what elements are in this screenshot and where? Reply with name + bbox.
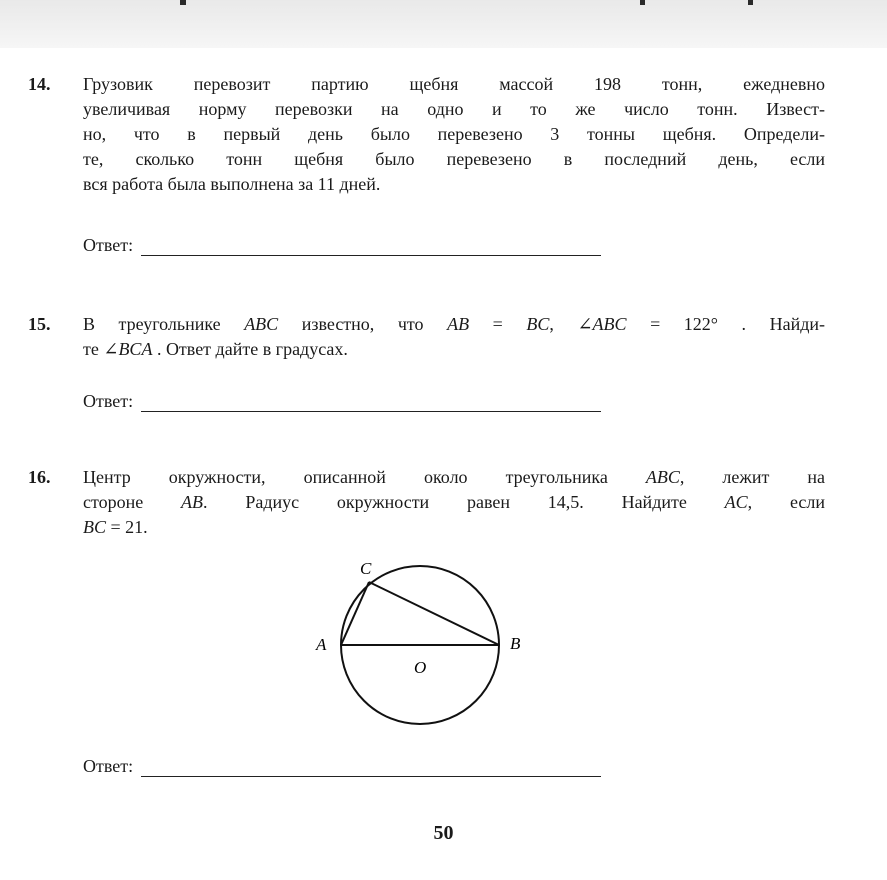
problem-14: [28, 72, 828, 272]
text-run: известно, что: [278, 314, 448, 334]
text-run: = 122° . Найди-: [626, 314, 826, 334]
text-run: , если: [747, 492, 825, 512]
text-line: те, сколько тонн щебня было перевезено в последний день, если: [83, 149, 825, 169]
math-run: AC: [724, 492, 748, 512]
vertex-label-a: A: [316, 635, 327, 654]
text-run: В треугольнике: [83, 314, 245, 334]
problem-text: [83, 312, 825, 362]
math-run: ABC: [244, 314, 279, 334]
answer-row: [83, 390, 601, 412]
text-line: [83, 515, 825, 540]
text-line: вся работа была выполнена за 11 дней.: [83, 174, 381, 194]
math-run: AB: [447, 314, 470, 334]
previous-page-strip: [0, 0, 887, 48]
math-run: BC: [83, 517, 107, 537]
answer-label: Ответ:: [83, 235, 134, 255]
text-run: стороне: [83, 492, 182, 512]
problem-text: [83, 465, 825, 540]
text-run: . Ответ дайте в градусах.: [152, 339, 348, 359]
vertex-label-c: C: [360, 559, 372, 578]
page-number: 50: [433, 822, 454, 844]
math-run: ABC: [645, 467, 680, 487]
side-cb: [369, 582, 499, 645]
answer-label: Ответ:: [83, 756, 134, 776]
text-run: , лежит на: [679, 467, 826, 487]
problem-number: 16.: [28, 467, 51, 487]
problem-text: [83, 72, 825, 197]
circle-triangle-figure: [300, 548, 540, 748]
answer-blank-line[interactable]: [141, 760, 601, 777]
text-line: но, что в первый день было перевезено 3 тонны щебня. Определи-: [83, 124, 825, 144]
text-run: ,: [549, 314, 578, 334]
vertex-label-b: B: [510, 634, 521, 653]
cut-text-fragment: [180, 0, 186, 5]
center-label-o: O: [414, 658, 427, 677]
text-line: [83, 490, 825, 515]
answer-blank-line[interactable]: [141, 239, 601, 256]
text-run: . Радиус окружности равен 14,5. Найдите: [203, 492, 725, 512]
answer-blank-line[interactable]: [141, 395, 601, 412]
text-run: Центр окружности, описанной около треугольника: [83, 467, 646, 487]
answer-row: [83, 755, 601, 777]
math-run: BC: [526, 314, 550, 334]
text-line: [83, 337, 825, 362]
text-line: увеличивая норму перевозки на одно и то же число тонн. Извест-: [83, 99, 825, 119]
math-run: ∠ABC: [577, 314, 627, 334]
problem-15: [28, 312, 828, 422]
problem-number: 14.: [28, 74, 51, 94]
text-run: = 21.: [106, 517, 148, 537]
answer-row: [83, 234, 601, 256]
cut-text-fragment: [640, 0, 645, 5]
answer-label: Ответ:: [83, 391, 134, 411]
text-line: [83, 465, 825, 490]
text-line: [83, 312, 825, 337]
text-run: =: [469, 314, 527, 334]
cut-text-fragment: [748, 0, 753, 5]
math-run: ∠BCA: [103, 339, 153, 359]
problem-number: 15.: [28, 314, 51, 334]
text-line: Грузовик перевозит партию щебня массой 198 тонн, ежедневно: [83, 74, 825, 94]
math-run: AB: [181, 492, 204, 512]
text-run: те: [83, 339, 104, 359]
side-ac: [341, 582, 369, 645]
